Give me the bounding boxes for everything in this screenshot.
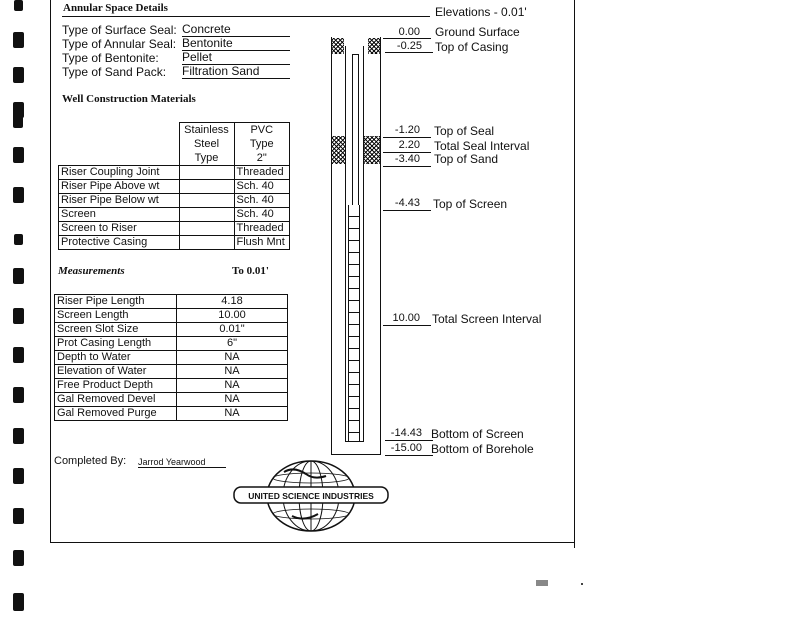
table-row (59, 180, 290, 194)
steel-cell (179, 180, 234, 194)
elev-label-screen-interval: Total Screen Interval (432, 312, 542, 326)
measure-value: NA (177, 351, 288, 365)
borehole-bottom (331, 454, 381, 455)
surface-seal-hatch (368, 38, 380, 54)
binder-tab (13, 32, 24, 48)
elev-label-screen-bottom: Bottom of Screen (431, 427, 524, 441)
elev-value-seal-interval: 2.20 (398, 139, 420, 151)
casing-wall-right (363, 46, 364, 442)
binder-tab (13, 387, 24, 403)
measure-label: Free Product Depth (55, 379, 177, 393)
completed-by-name: Jarrod Yearwood (138, 457, 226, 468)
binder-tab (13, 428, 24, 444)
elev-leader (383, 325, 431, 326)
elev-value-screen-bottom: -14.43 (390, 427, 422, 439)
table-row (55, 379, 288, 393)
pvc-cell: Flush Mnt (234, 236, 290, 250)
measure-label: Riser Pipe Length (55, 295, 177, 309)
measure-value: NA (177, 393, 288, 407)
material-label: Protective Casing (59, 236, 180, 250)
elev-value-ground: 0.00 (398, 26, 420, 38)
pvc-column-header: PVC Type 2" (234, 123, 290, 166)
frame-bottom (50, 542, 574, 543)
elev-leader (385, 52, 433, 53)
heading-underline (62, 16, 430, 17)
table-row (55, 309, 288, 323)
bentonite-type-value: Pellet (182, 51, 290, 65)
surface-seal-value: Concrete (182, 23, 290, 37)
elev-label-seal: Top of Seal (434, 124, 495, 138)
table-row (55, 393, 288, 407)
steel-column-header: Stainless Steel Type (179, 123, 234, 166)
table-row (59, 222, 290, 236)
measure-label: Gal Removed Devel (55, 393, 177, 407)
sand-pack-value: Filtration Sand (182, 65, 290, 79)
elev-value-screen-interval: 10.00 (392, 312, 420, 324)
elev-label-ground: Ground Surface (435, 25, 520, 39)
measure-label: Screen Slot Size (55, 323, 177, 337)
frame-right (574, 0, 575, 548)
annular-seal-label: Type of Annular Seal: (62, 37, 177, 51)
steel-cell (179, 208, 234, 222)
elev-leader (385, 455, 433, 456)
elev-label-seal-interval: Total Seal Interval (434, 139, 530, 153)
elev-value-sand: -3.40 (394, 153, 420, 165)
materials-heading: Well Construction Materials (62, 93, 196, 105)
binder-tab (13, 187, 24, 203)
binder-tab (13, 550, 24, 566)
material-label: Riser Pipe Above wt (59, 180, 180, 194)
elev-leader (383, 137, 431, 138)
measure-value: 10.00 (177, 309, 288, 323)
binder-tab (13, 347, 24, 363)
elev-value-casing: -0.25 (396, 40, 422, 52)
measure-value: NA (177, 407, 288, 421)
completed-by-label: Completed By: (54, 455, 127, 467)
bentonite-type-label: Type of Bentonite: (62, 51, 159, 65)
logo-text: UNITED SCIENCE INDUSTRIES (248, 491, 374, 501)
elevations-heading: Elevations - 0.01' (435, 5, 527, 19)
elev-label-screen-top: Top of Screen (433, 197, 508, 211)
casing-bottom (345, 441, 364, 442)
measure-value: NA (177, 365, 288, 379)
binder-tab (13, 308, 24, 324)
table-row (55, 295, 288, 309)
binder-tab (13, 468, 24, 484)
table-row (59, 194, 290, 208)
measure-label: Gal Removed Purge (55, 407, 177, 421)
sand-pack-label: Type of Sand Pack: (62, 65, 167, 79)
measure-label: Prot Casing Length (55, 337, 177, 351)
table-row (55, 365, 288, 379)
measure-label: Depth to Water (55, 351, 177, 365)
elev-label-borehole-bottom: Bottom of Borehole (431, 442, 534, 456)
table-row (59, 166, 290, 180)
annular-seal-value: Bentonite (182, 37, 290, 51)
casing-wall-left (345, 46, 346, 442)
pvc-cell: Threaded (234, 166, 290, 180)
measure-value: 4.18 (177, 295, 288, 309)
binder-tab (13, 147, 24, 163)
material-label: Riser Pipe Below wt (59, 194, 180, 208)
elev-value-borehole-bottom: -15.00 (390, 442, 422, 454)
pvc-cell: Sch. 40 (234, 208, 290, 222)
well-screen (348, 205, 360, 441)
binder-tab (13, 508, 24, 524)
bentonite-seal-hatch (332, 136, 345, 164)
measure-label: Screen Length (55, 309, 177, 323)
riser-top (352, 54, 359, 55)
elev-leader (383, 38, 431, 39)
measure-label: Elevation of Water (55, 365, 177, 379)
measurements-heading: Measurements (58, 265, 125, 277)
measure-value: 6" (177, 337, 288, 351)
binder-tab (13, 268, 24, 284)
scan-speck (581, 583, 583, 585)
table-row (55, 351, 288, 365)
binder-tab (14, 234, 23, 245)
binder-tab (13, 67, 24, 83)
materials-table (58, 122, 290, 250)
pvc-cell: Sch. 40 (234, 180, 290, 194)
bentonite-seal-hatch (364, 136, 380, 164)
elev-label-sand: Top of Sand (434, 152, 499, 166)
united-science-logo (232, 458, 390, 534)
elev-label-casing: Top of Casing (435, 40, 509, 54)
binder-tab (13, 593, 24, 611)
measurements-table (54, 294, 288, 421)
pvc-cell: Sch. 40 (234, 194, 290, 208)
material-label: Screen (59, 208, 180, 222)
table-row (59, 208, 290, 222)
elev-leader (383, 210, 431, 211)
steel-cell (179, 222, 234, 236)
steel-cell (179, 194, 234, 208)
borehole-wall-right (380, 37, 381, 455)
measure-value: 0.01" (177, 323, 288, 337)
table-row (59, 236, 290, 250)
material-label: Riser Coupling Joint (59, 166, 180, 180)
borehole-wall-left (331, 37, 332, 455)
annular-heading: Annular Space Details (63, 2, 168, 14)
binder-tab (13, 110, 23, 128)
surface-seal-hatch (332, 38, 344, 54)
binder-tab (14, 0, 23, 11)
surface-seal-label: Type of Surface Seal: (62, 23, 177, 37)
scan-speck (536, 580, 548, 586)
elev-value-seal: -1.20 (394, 124, 420, 136)
measurements-unit: To 0.01' (232, 265, 269, 277)
material-label: Screen to Riser (59, 222, 180, 236)
table-row (55, 323, 288, 337)
table-row (55, 337, 288, 351)
elev-leader (385, 440, 433, 441)
elev-leader (383, 166, 431, 167)
frame-left (50, 0, 51, 543)
measure-value: NA (177, 379, 288, 393)
table-row (55, 407, 288, 421)
steel-cell (179, 166, 234, 180)
steel-cell (179, 236, 234, 250)
pvc-cell: Threaded (234, 222, 290, 236)
elev-value-screen-top: -4.43 (394, 197, 420, 209)
